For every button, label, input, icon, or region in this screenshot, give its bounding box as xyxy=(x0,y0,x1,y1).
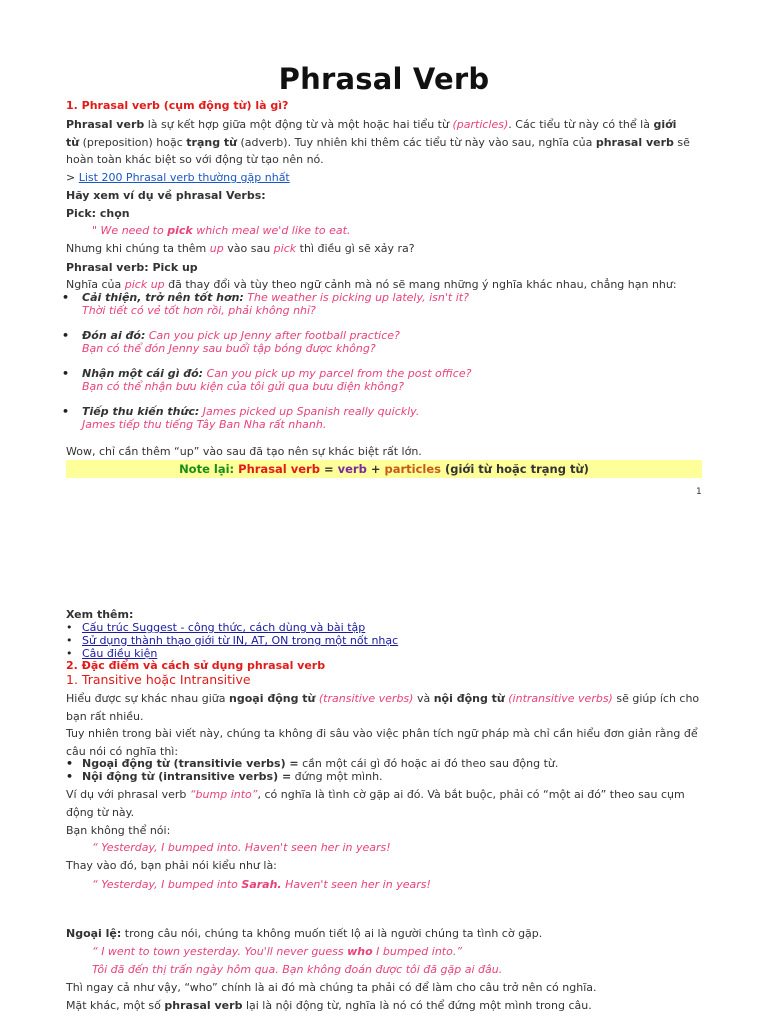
list-200-link[interactable]: List 200 Phrasal verb thường gặp nhất xyxy=(78,171,290,184)
bullet-marker: • xyxy=(62,329,70,342)
summary-line: Wow, chỉ cần thêm “up” vào sau đã tạo nên sự khác biệt rất lớn. xyxy=(66,445,422,458)
example-sentence: “ Yesterday, I bumped into. Haven't seen her in years! xyxy=(92,841,391,854)
paragraph-line: Ví dụ với phrasal verb “bump into”, có nghĩa là tình cờ gặp ai đó. Và bắt buộc, phải có “một ai đó” theo sau cụm xyxy=(66,788,685,801)
example-sentence: " We need to pick which meal we'd like to eat. xyxy=(92,224,351,237)
paragraph-line: Ngoại lệ: trong câu nói, chúng ta không muốn tiết lộ ai là người chúng ta tình cờ gặp. xyxy=(66,927,543,940)
pick-definition: Pick: chọn xyxy=(66,207,130,220)
suggest-link[interactable]: Cấu trúc Suggest - công thức, cách dùng và bài tập xyxy=(82,621,366,634)
paragraph-line: câu nói có nghĩa thì: xyxy=(66,745,179,758)
example-translation: Tôi đã đến thị trấn ngày hôm qua. Bạn không đoán được tôi đã gặp ai đâu. xyxy=(92,963,503,976)
bullet-marker: • xyxy=(66,647,73,660)
list-item xyxy=(82,634,722,647)
paragraph-line: từ (preposition) hoặc trạng từ (adverb). Tuy nhiên khi thêm các tiểu từ này vào sau, nghĩa của phrasal verb sẽ xyxy=(66,136,690,149)
subsection-heading: 1. Transitive hoặc Intransitive xyxy=(66,672,251,687)
paragraph-line: bạn rất nhiều. xyxy=(66,710,144,723)
bullet-marker: • xyxy=(62,291,70,304)
paragraph-line: Hiểu được sự khác nhau giữa ngoại động từ (transitive verbs) và nội động từ (intransitive verbs) sẽ giúp ích cho xyxy=(66,692,700,705)
page-number: 1 xyxy=(696,487,702,497)
list-item xyxy=(82,621,722,634)
paragraph-line: Thay vào đó, bạn phải nói kiểu như là: xyxy=(66,859,277,872)
paragraph-line: Tuy nhiên trong bài viết này, chúng ta không đi sâu vào việc phân tích ngữ pháp mà chỉ cần hiểu đơn giản rằng để xyxy=(66,727,698,740)
meaning-line: Nghĩa của pick up đã thay đổi và tùy theo ngữ cảnh mà nó sẽ mang những ý nghĩa khác nhau, chẳng hạn như: xyxy=(66,278,677,291)
list-item: Nhận một cái gì đó: Can you pick up my parcel from the post office? Bạn có thể nhận bưu kiện của tôi gửi qua bưu điện không? xyxy=(82,367,472,393)
see-more-heading: Xem thêm: xyxy=(66,608,134,621)
list-item: Đón ai đó: Can you pick up Jenny after football practice? Bạn có thể đón Jenny sau buổi tập bóng được không? xyxy=(82,329,400,355)
example-sentence: “ I went to town yesterday. You'll never guess who I bumped into.” xyxy=(92,945,463,958)
bullet-marker: • xyxy=(66,770,74,783)
prepositions-link[interactable]: Sử dụng thành thạo giới từ IN, AT, ON trong một nốt nhạc xyxy=(82,634,399,647)
paragraph-line: Phrasal verb là sự kết hợp giữa một động từ và một hoặc hai tiểu từ (particles). Các tiểu từ này có thể là giới xyxy=(66,118,677,131)
pick-up-heading: Phrasal verb: Pick up xyxy=(66,261,198,274)
list-item: Nội động từ (intransitive verbs) = đứng một mình. xyxy=(82,770,383,783)
bullet-marker: • xyxy=(62,367,70,380)
section-1-heading: 1. Phrasal verb (cụm động từ) là gì? xyxy=(66,99,289,112)
note-highlight: Note lại: Phrasal verb = verb + particles (giới từ hoặc trạng từ) xyxy=(66,460,702,478)
bullet-marker: • xyxy=(62,405,70,418)
list-item: Ngoại động từ (transitivie verbs) = cần một cái gì đó hoặc ai đó theo sau động từ. xyxy=(82,757,559,770)
link-line: > List 200 Phrasal verb thường gặp nhất xyxy=(66,171,290,184)
paragraph-line: Bạn không thể nói: xyxy=(66,824,171,837)
paragraph-line: động từ này. xyxy=(66,806,135,819)
conditional-link[interactable]: Câu điều kiện xyxy=(82,647,158,660)
paragraph-line: Thì ngay cả như vậy, “who” chính là ai đó mà chúng ta phải có để làm cho câu trở nên có nghĩa. xyxy=(66,981,597,994)
list-item: Tiếp thu kiến thức: James picked up Spanish really quickly. James tiếp thu tiếng Tây Ban Nha rất nhanh. xyxy=(82,405,420,431)
bullet-marker: • xyxy=(66,757,74,770)
bullet-marker: • xyxy=(66,634,73,647)
page-title: Phrasal Verb xyxy=(278,62,490,96)
question-line: Nhưng khi chúng ta thêm up vào sau pick thì điều gì sẽ xảy ra? xyxy=(66,242,415,255)
example-sentence: “ Yesterday, I bumped into Sarah. Haven't seen her in years! xyxy=(92,878,431,891)
list-item: Cải thiện, trở nên tốt hơn: The weather is picking up lately, isn't it? Thời tiết có vẻ tốt hơn rồi, phải không nhỉ? xyxy=(82,291,469,317)
examples-intro: Hãy xem ví dụ về phrasal Verbs: xyxy=(66,189,266,202)
paragraph-line: Mặt khác, một số phrasal verb lại là nội động từ, nghĩa là nó có thể đứng một mình trong câu. xyxy=(66,999,592,1012)
bullet-marker: • xyxy=(66,621,73,634)
section-2-heading: 2. Đặc điểm và cách sử dụng phrasal verb xyxy=(66,659,326,672)
paragraph-line: hoàn toàn khác biệt so với động từ tạo nên nó. xyxy=(66,153,324,166)
